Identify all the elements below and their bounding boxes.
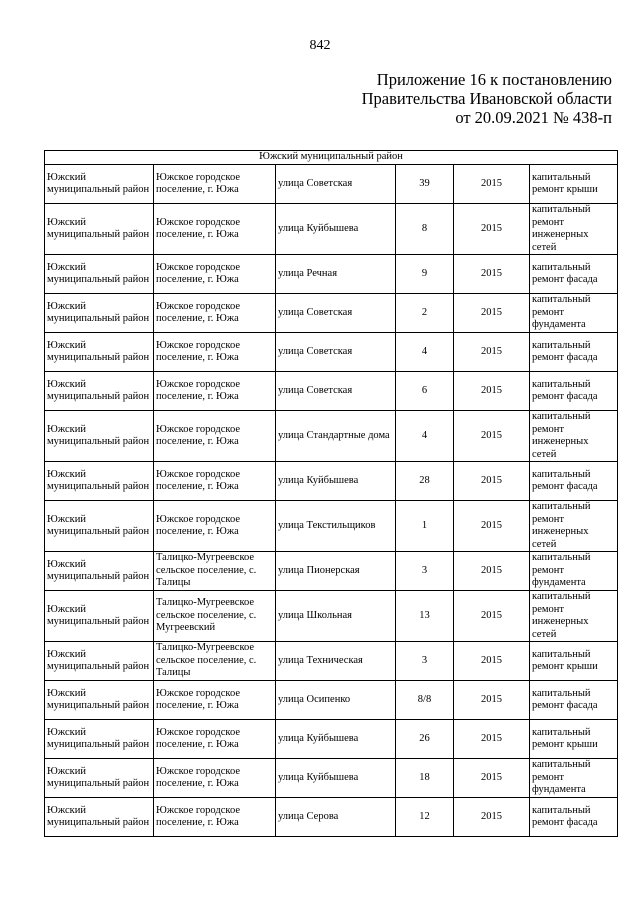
street-cell: улица Куйбышева bbox=[276, 204, 396, 255]
house-number-cell: 12 bbox=[396, 798, 454, 837]
year-cell: 2015 bbox=[454, 165, 530, 204]
year-cell: 2015 bbox=[454, 333, 530, 372]
district-cell: Южский муниципальный район bbox=[45, 501, 154, 552]
street-cell: улица Речная bbox=[276, 255, 396, 294]
settlement-cell: Южское городское поселение, г. Южа bbox=[154, 165, 276, 204]
repair-table bbox=[44, 150, 618, 837]
work-type-cell: капитальный ремонт фундамента bbox=[530, 759, 618, 798]
district-cell: Южский муниципальный район bbox=[45, 552, 154, 591]
house-number-cell: 4 bbox=[396, 333, 454, 372]
year-cell: 2015 bbox=[454, 462, 530, 501]
settlement-cell: Талицко-Мугреевское сельское поселение, с. Талицы bbox=[154, 642, 276, 681]
district-cell: Южский муниципальный район bbox=[45, 798, 154, 837]
appendix-line-1: Приложение 16 к постановлению bbox=[376, 70, 612, 89]
work-type-cell: капитальный ремонт инженерных сетей bbox=[530, 204, 618, 255]
house-number-cell: 13 bbox=[396, 591, 454, 642]
work-type-cell: капитальный ремонт крыши bbox=[530, 642, 618, 681]
work-type-cell: капитальный ремонт фасада bbox=[530, 798, 618, 837]
table-row bbox=[45, 552, 618, 591]
district-cell: Южский муниципальный район bbox=[45, 204, 154, 255]
street-cell: улица Осипенко bbox=[276, 681, 396, 720]
street-cell: улица Советская bbox=[276, 372, 396, 411]
page-number: 842 bbox=[309, 38, 331, 53]
street-cell: улица Советская bbox=[276, 165, 396, 204]
district-cell: Южский муниципальный район bbox=[45, 591, 154, 642]
district-cell: Южский муниципальный район bbox=[45, 462, 154, 501]
section-header-row bbox=[45, 151, 618, 165]
work-type-cell: капитальный ремонт крыши bbox=[530, 720, 618, 759]
table-row bbox=[45, 642, 618, 681]
year-cell: 2015 bbox=[454, 591, 530, 642]
house-number-cell: 3 bbox=[396, 642, 454, 681]
table-row bbox=[45, 165, 618, 204]
settlement-cell: Южское городское поселение, г. Южа bbox=[154, 372, 276, 411]
table-row bbox=[45, 798, 618, 837]
settlement-cell: Южское городское поселение, г. Южа bbox=[154, 411, 276, 462]
work-type-cell: капитальный ремонт фасада bbox=[530, 462, 618, 501]
street-cell: улица Куйбышева bbox=[276, 720, 396, 759]
district-cell: Южский муниципальный район bbox=[45, 759, 154, 798]
house-number-cell: 2 bbox=[396, 294, 454, 333]
appendix-line-2: Правительства Ивановской области bbox=[361, 89, 612, 108]
district-cell: Южский муниципальный район bbox=[45, 642, 154, 681]
table-row bbox=[45, 372, 618, 411]
table-row bbox=[45, 294, 618, 333]
table-row bbox=[45, 759, 618, 798]
street-cell: улица Куйбышева bbox=[276, 759, 396, 798]
work-type-cell: капитальный ремонт фасада bbox=[530, 681, 618, 720]
table-row bbox=[45, 204, 618, 255]
section-header: Южский муниципальный район bbox=[45, 151, 618, 165]
work-type-cell: капитальный ремонт фундамента bbox=[530, 552, 618, 591]
settlement-cell: Южское городское поселение, г. Южа bbox=[154, 255, 276, 294]
house-number-cell: 8/8 bbox=[396, 681, 454, 720]
house-number-cell: 3 bbox=[396, 552, 454, 591]
work-type-cell: капитальный ремонт фасада bbox=[530, 372, 618, 411]
table-row bbox=[45, 255, 618, 294]
year-cell: 2015 bbox=[454, 720, 530, 759]
district-cell: Южский муниципальный район bbox=[45, 372, 154, 411]
work-type-cell: капитальный ремонт инженерных сетей bbox=[530, 411, 618, 462]
settlement-cell: Южское городское поселение, г. Южа bbox=[154, 798, 276, 837]
settlement-cell: Южское городское поселение, г. Южа bbox=[154, 204, 276, 255]
table-row bbox=[45, 411, 618, 462]
district-cell: Южский муниципальный район bbox=[45, 411, 154, 462]
appendix-header bbox=[362, 70, 612, 127]
year-cell: 2015 bbox=[454, 411, 530, 462]
district-cell: Южский муниципальный район bbox=[45, 333, 154, 372]
district-cell: Южский муниципальный район bbox=[45, 681, 154, 720]
settlement-cell: Южское городское поселение, г. Южа bbox=[154, 462, 276, 501]
year-cell: 2015 bbox=[454, 372, 530, 411]
settlement-cell: Южское городское поселение, г. Южа bbox=[154, 759, 276, 798]
table-row bbox=[45, 720, 618, 759]
district-cell: Южский муниципальный район bbox=[45, 294, 154, 333]
work-type-cell: капитальный ремонт крыши bbox=[530, 165, 618, 204]
year-cell: 2015 bbox=[454, 642, 530, 681]
street-cell: улица Пионерская bbox=[276, 552, 396, 591]
appendix-line-3: от 20.09.2021 № 438-п bbox=[455, 108, 612, 127]
settlement-cell: Южское городское поселение, г. Южа bbox=[154, 720, 276, 759]
work-type-cell: капитальный ремонт фундамента bbox=[530, 294, 618, 333]
table-row bbox=[45, 333, 618, 372]
work-type-cell: капитальный ремонт инженерных сетей bbox=[530, 501, 618, 552]
table-row bbox=[45, 681, 618, 720]
year-cell: 2015 bbox=[454, 204, 530, 255]
settlement-cell: Южское городское поселение, г. Южа bbox=[154, 294, 276, 333]
year-cell: 2015 bbox=[454, 681, 530, 720]
table-row bbox=[45, 462, 618, 501]
year-cell: 2015 bbox=[454, 501, 530, 552]
settlement-cell: Южское городское поселение, г. Южа bbox=[154, 501, 276, 552]
house-number-cell: 18 bbox=[396, 759, 454, 798]
year-cell: 2015 bbox=[454, 798, 530, 837]
table-row bbox=[45, 591, 618, 642]
work-type-cell: капитальный ремонт инженерных сетей bbox=[530, 591, 618, 642]
house-number-cell: 9 bbox=[396, 255, 454, 294]
settlement-cell: Южское городское поселение, г. Южа bbox=[154, 681, 276, 720]
house-number-cell: 8 bbox=[396, 204, 454, 255]
table-row bbox=[45, 501, 618, 552]
work-type-cell: капитальный ремонт фасада bbox=[530, 255, 618, 294]
street-cell: улица Серова bbox=[276, 798, 396, 837]
settlement-cell: Талицко-Мугреевское сельское поселение, с. Талицы bbox=[154, 552, 276, 591]
district-cell: Южский муниципальный район bbox=[45, 255, 154, 294]
street-cell: улица Школьная bbox=[276, 591, 396, 642]
street-cell: улица Советская bbox=[276, 333, 396, 372]
settlement-cell: Южское городское поселение, г. Южа bbox=[154, 333, 276, 372]
district-cell: Южский муниципальный район bbox=[45, 165, 154, 204]
street-cell: улица Стандартные дома bbox=[276, 411, 396, 462]
house-number-cell: 1 bbox=[396, 501, 454, 552]
settlement-cell: Талицко-Мугреевское сельское поселение, с. Мугреевский bbox=[154, 591, 276, 642]
street-cell: улица Техническая bbox=[276, 642, 396, 681]
street-cell: улица Куйбышева bbox=[276, 462, 396, 501]
house-number-cell: 4 bbox=[396, 411, 454, 462]
year-cell: 2015 bbox=[454, 255, 530, 294]
house-number-cell: 6 bbox=[396, 372, 454, 411]
house-number-cell: 39 bbox=[396, 165, 454, 204]
work-type-cell: капитальный ремонт фасада bbox=[530, 333, 618, 372]
year-cell: 2015 bbox=[454, 759, 530, 798]
district-cell: Южский муниципальный район bbox=[45, 720, 154, 759]
street-cell: улица Советская bbox=[276, 294, 396, 333]
street-cell: улица Текстильщиков bbox=[276, 501, 396, 552]
house-number-cell: 26 bbox=[396, 720, 454, 759]
year-cell: 2015 bbox=[454, 294, 530, 333]
house-number-cell: 28 bbox=[396, 462, 454, 501]
year-cell: 2015 bbox=[454, 552, 530, 591]
